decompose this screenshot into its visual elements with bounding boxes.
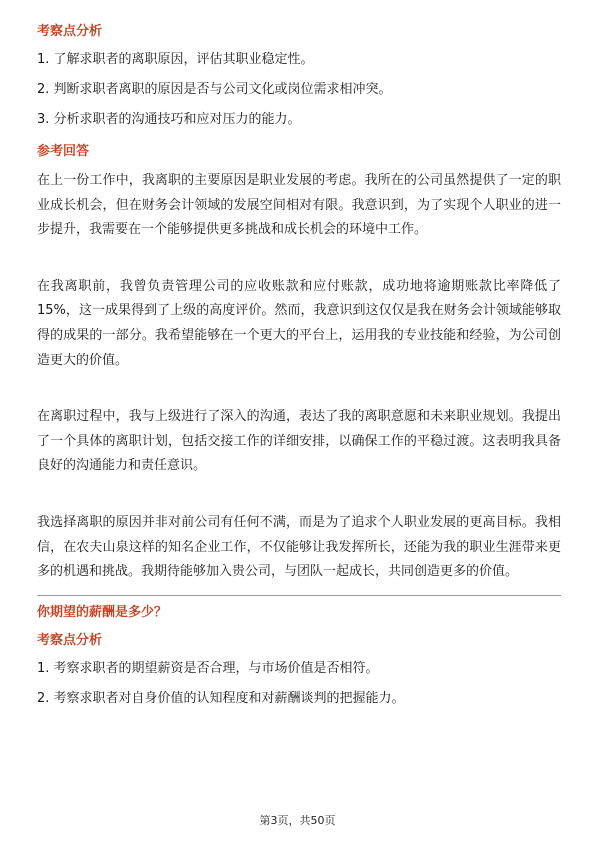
analysis-item-3: 3. 分析求职者的沟通技巧和应对压力的能力。 bbox=[37, 112, 301, 127]
analysis-item-1: 1. 了解求职者的离职原因，评估其职业稳定性。 bbox=[37, 52, 314, 67]
answer-paragraph-2: 在我离职前，我曾负责管理公司的应收账款和应付账款，成功地将逾期账款比率降低了15%，这一成果得到了上级的高度评价。然而，我意识到这仅仅是我在财务会计领域能够取得的成果的一部分。我希望能够在一个更大的平台上，运用我的专业技能和经验，为公司创造更大的价值。 bbox=[37, 278, 561, 368]
document-page bbox=[37, 22, 561, 709]
answer-paragraph-3: 在离职过程中，我与上级进行了深入的沟通，表达了我的离职意愿和未来职业规划。我提出了一个具体的离职计划，包括交接工作的详细安排，以确保工作的平稳过渡。这表明我具备良好的沟通能力和责任意识。 bbox=[37, 409, 561, 474]
analysis-2-item-1: 1. 考察求职者的期望薪资是否合理，与市场价值是否相符。 bbox=[37, 660, 379, 676]
answer-paragraph-1: 在上一份工作中，我离职的主要原因是职业发展的考虑。我所在的公司虽然提供了一定的职业成长机会，但在财务会计领域的发展空间相对有限。我意识到，为了实现个人职业的进一步提升，我需要在一个能够提供更多挑战和成长机会的环境中工作。 bbox=[37, 173, 561, 238]
analysis-item-2: 2. 判断求职者离职的原因是否与公司文化或岗位需求相冲突。 bbox=[37, 82, 392, 97]
section-divider bbox=[37, 595, 561, 596]
section-heading-analysis-2: 考察点分析 bbox=[37, 632, 103, 648]
answer-paragraph-4: 我选择离职的原因并非对前公司有任何不满，而是为了追求个人职业发展的更高目标。我相信，在农夫山泉这样的知名企业工作，不仅能够让我发挥所长，还能为我的职业生涯带来更多的机遇和挑战。我期待能够加入贵公司，与团队一起成长，共同创造更多的价值。 bbox=[37, 514, 561, 580]
section-heading-answer: 参考回答 bbox=[37, 144, 90, 159]
question-title: 你期望的薪酬是多少？ bbox=[37, 604, 168, 620]
page-footer: 第3页，共50页 bbox=[259, 814, 336, 827]
analysis-2-item-2: 2. 考察求职者对自身价值的认知程度和对薪酬谈判的把握能力。 bbox=[37, 690, 405, 706]
section-heading-analysis: 考察点分析 bbox=[37, 24, 103, 39]
